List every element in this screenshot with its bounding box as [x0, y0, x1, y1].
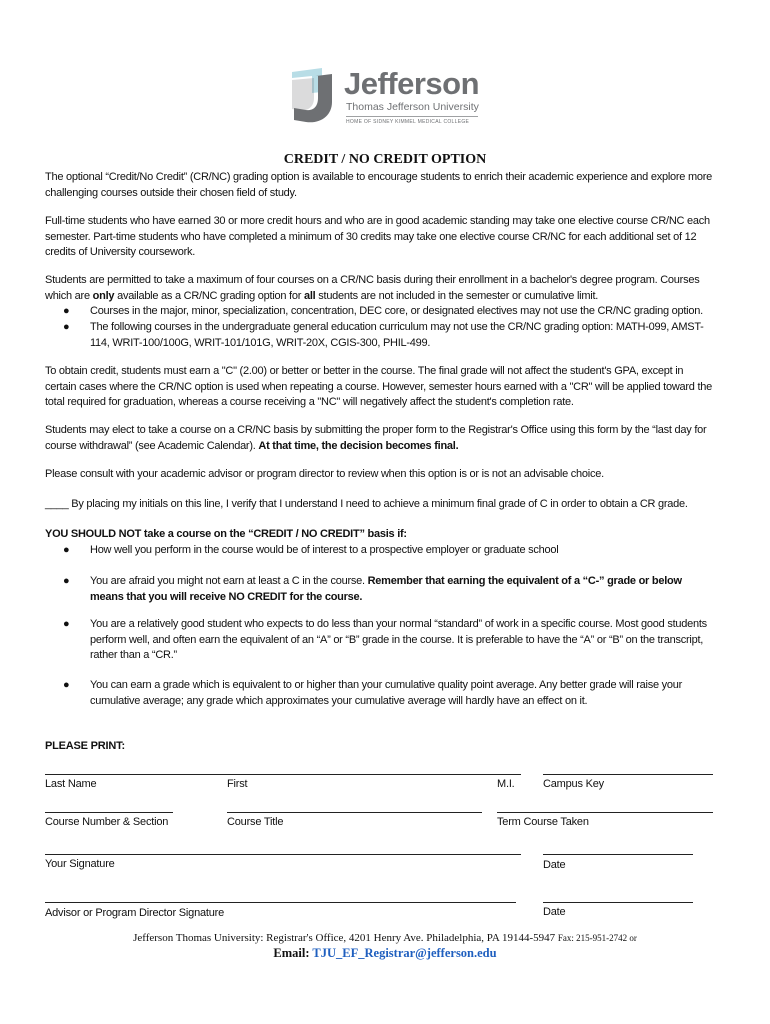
term-label: Term Course Taken: [497, 816, 589, 828]
logo-subtitle: Thomas Jefferson University: [346, 101, 479, 113]
initials-statement: ____ By placing my initials on this line, I verify that I understand I need to achieve a minimum final grade of C in order to obtain a CR grade.: [45, 498, 688, 510]
advisor-signature-input-line[interactable]: [45, 902, 516, 903]
course-number-label: Course Number & Section: [45, 816, 169, 828]
bullet-icon: ●: [63, 575, 70, 587]
restriction-bullet: Courses in the major, minor, specialization, concentration, DEC core, or designated electives may not use the CR/NC grading option.: [90, 305, 703, 317]
warning-heading: YOU SHOULD NOT take a course on the “CREDIT / NO CREDIT” basis if:: [45, 528, 407, 540]
campus-key-label: Campus Key: [543, 778, 604, 790]
limit-paragraph: Students are permitted to take a maximum of four courses on a CR/NC basis during their enrollment in a bachelor's degree program. Courses which are only available as a CR/NC grading option for all students are not included in the semester or cumulative limit.: [45, 274, 700, 302]
course-title-label: Course Title: [227, 816, 284, 828]
footer-address: Jefferson Thomas University: Registrar's Office, 4201 Henry Ave. Philadelphia, PA 19144-5947 Fax: 215-951-2742 or: [133, 932, 637, 944]
advisor-date-label: Date: [543, 906, 566, 918]
bullet-icon: ●: [63, 618, 70, 630]
logo-name: Jefferson: [344, 66, 480, 101]
advisor-signature-label: Advisor or Program Director Signature: [45, 907, 225, 919]
term-input-line[interactable]: [497, 812, 713, 813]
footer-email: Email: TJU_EF_Registrar@jefferson.edu: [273, 946, 497, 960]
form-heading: PLEASE PRINT:: [45, 740, 125, 752]
date-label: Date: [543, 859, 566, 871]
course-title-input-line[interactable]: [227, 812, 482, 813]
consult-paragraph: Please consult with your academic advisor or program director to review when this option is or is not an advisable choice.: [45, 468, 604, 480]
intro-paragraph: The optional “Credit/No Credit” (CR/NC) grading option is available to encourage students to enrich their academic experience and explore more challenging courses outside their chosen field of study.: [45, 171, 713, 199]
jefferson-shield-icon: [292, 68, 336, 124]
logo-divider: [346, 116, 478, 117]
credit-paragraph: To obtain credit, students must earn a "C" (2.00) or better or better in the course. The final grade will not affect the student's GPA, except in certain cases where the CR/NC option is used when repeating a course. However, semester hours earned with a "CR" will be applied toward the total required for graduation, whereas a course receiving a "NC" will negatively affect the student's completion rate.: [45, 365, 713, 408]
warning-bullet: You are a relatively good student who expects to do less than your normal “standard” of work in a specific course. Most good students perform well, and often earn the equivalent of an “A” or “B” grade in the course. It is preferable to have the “A” or “B” on the transcript, rather than a “CR.”: [90, 618, 707, 661]
date-input-line[interactable]: [543, 854, 693, 855]
signature-label: Your Signature: [45, 858, 115, 870]
middle-initial-label: M.I.: [497, 778, 515, 790]
warning-bullet: How well you perform in the course would be of interest to a prospective employer or graduate school: [90, 544, 559, 556]
email-link[interactable]: TJU_EF_Registrar@jefferson.edu: [312, 946, 497, 960]
name-input-line[interactable]: [45, 774, 521, 775]
page-title: CREDIT / NO CREDIT OPTION: [283, 152, 487, 167]
eligibility-paragraph: Full-time students who have earned 30 or more credit hours and who are in good academic standing may take one elective course CR/NC each semester. Part-time students who have completed a minimum of 30 credits may take one elective course CR/NC for each additional set of 12 credits of University coursework.: [45, 215, 710, 258]
signature-input-line[interactable]: [45, 854, 521, 855]
campus-key-input-line[interactable]: [543, 774, 713, 775]
advisor-date-input-line[interactable]: [543, 902, 693, 903]
bullet-icon: ●: [63, 305, 70, 317]
warning-bullet: You can earn a grade which is equivalent to or higher than your cumulative quality point average. Any better grade will raise your cumulative average; any grade which approximates your cumulative average will hardly have an effect on it.: [90, 679, 683, 707]
warning-bullet: You are afraid you might not earn at least a C in the course. Remember that earning the equivalent of a “C-” grade or below means that you will receive NO CREDIT for the course.: [90, 575, 682, 603]
bullet-icon: ●: [63, 679, 70, 691]
bullet-icon: ●: [63, 321, 70, 333]
restriction-bullet: The following courses in the undergraduate general education curriculum may not use the CR/NC grading option: MATH-099, AMST-114, WRIT-100/100G, WRIT-101/101G, WRIT-20X, CGIS-300, PHIL-499.: [90, 321, 704, 349]
deadline-paragraph: Students may elect to take a course on a CR/NC basis by submitting the proper form to the Registrar's Office using this form by the “last day for course withdrawal” (see Academic Calendar). At that time, the decision becomes final.: [45, 424, 707, 452]
course-number-input-line[interactable]: [45, 812, 173, 813]
bullet-icon: ●: [63, 544, 70, 556]
last-name-label: Last Name: [45, 778, 97, 790]
logo-tagline: HOME OF SIDNEY KIMMEL MEDICAL COLLEGE: [346, 119, 470, 125]
jefferson-logo: [292, 68, 492, 128]
first-name-label: First: [227, 778, 248, 790]
